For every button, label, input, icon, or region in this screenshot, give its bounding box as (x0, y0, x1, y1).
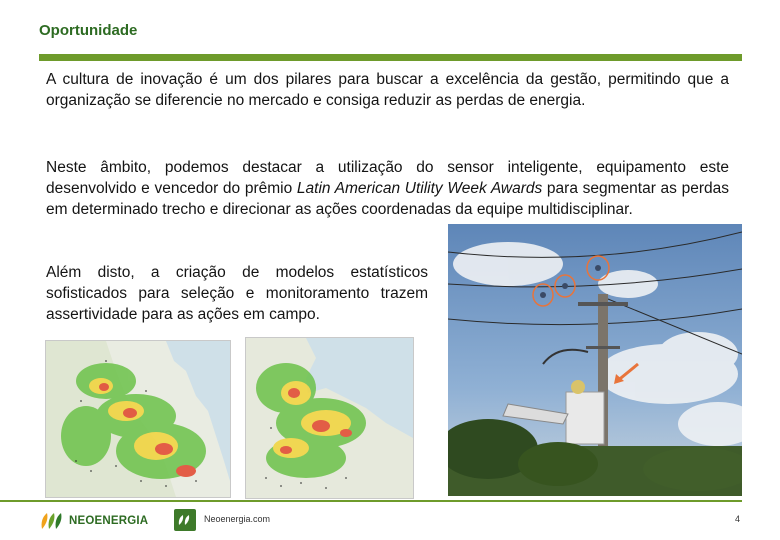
paragraph-innovation: A cultura de inovação é um dos pilares para buscar a excelência da gestão, permitindo que a organização se diferencie no mercado e consiga reduzir as perdas de energia. (46, 71, 729, 109)
title-divider (39, 54, 742, 61)
neoenergia-logo (39, 509, 148, 533)
paragraph-sensor-text-a: Neste âmbito, podemos destacar a utilização do sensor inteligente, equipamento este desenvolvido e vencedor do prêmio (46, 159, 729, 197)
footer-divider (0, 500, 742, 502)
page-number: 4 (735, 514, 741, 524)
utility-pole-photo (448, 224, 742, 496)
heatmap-map-left (45, 340, 231, 498)
paragraph-models: Além disto, a criação de modelos estatísticos sofisticados para seleção e monitoramento trazem assertividade para as ações em campo. (46, 264, 428, 323)
utility-pole-sensor-photo-icon (448, 224, 742, 496)
award-name: Latin American Utility Week Awards (296, 180, 543, 197)
page-title: Oportunidade (39, 22, 138, 39)
paragraph-sensor (46, 157, 729, 220)
iberdrola-icon (174, 509, 196, 531)
paragraph-sensor-text-b: para segmentar as perdas em determinado trecho e direcionar as ações coordenadas da equipe multidisciplinar. (46, 180, 729, 218)
logo-text: NEOENERGIA (69, 515, 149, 527)
neoenergia-leaf-icon (39, 511, 65, 531)
heatmap-map-icon (246, 338, 413, 498)
heatmap-map-right (245, 337, 414, 499)
footer-website: Neoenergia.com (204, 514, 271, 524)
heatmap-map-icon (46, 341, 230, 497)
